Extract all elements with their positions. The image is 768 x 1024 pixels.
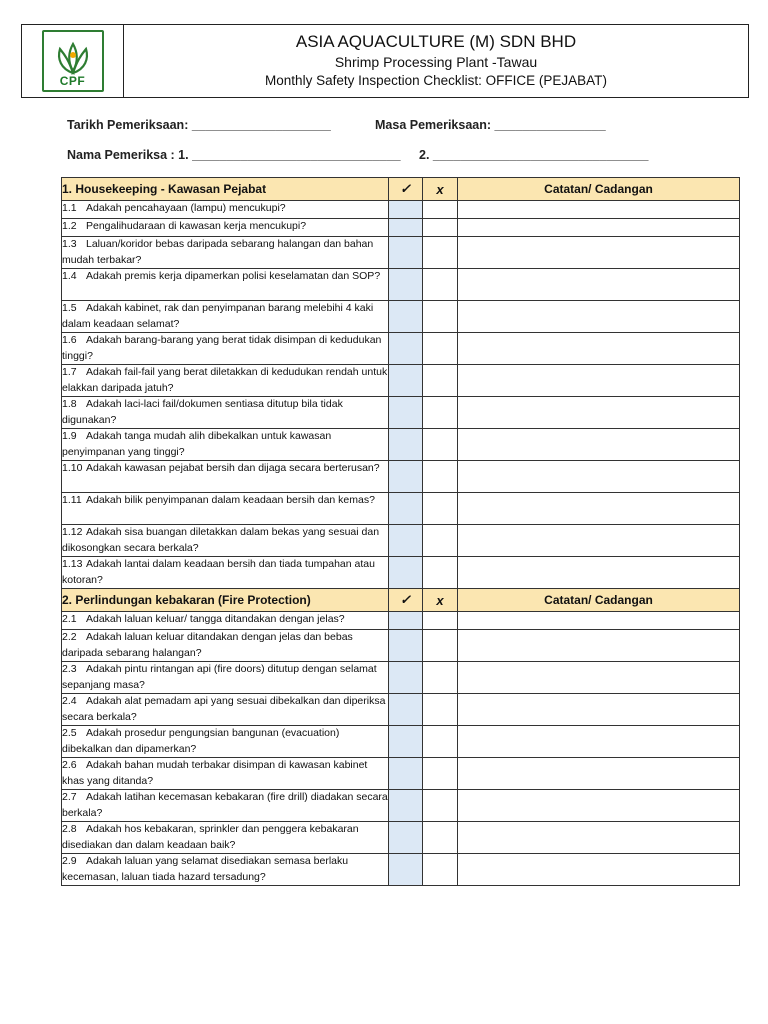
notes-cell[interactable] [458,726,740,758]
question-cell [62,662,389,694]
table-row [62,630,740,662]
question-text: Laluan/koridor bebas daripada sebarang halangan dan bahan mudah terbakar? [62,238,374,266]
notes-cell[interactable] [458,365,740,397]
yes-checkbox-cell[interactable] [389,269,423,301]
meta-row-inspector [67,148,648,162]
question-number: 1.13 [62,558,83,570]
notes-column-header: Catatan/ Cadangan [458,178,740,201]
question-text: Adakah fail-fail yang berat diletakkan di kedudukan rendah untuk elakkan daripada jatuh? [62,366,388,394]
leaf-emblem-icon [51,41,95,75]
checklist-title [124,72,748,90]
table-row [62,790,740,822]
logo-text: CPF [59,74,86,88]
question-text: Pengalihudaraan di kawasan kerja mencukupi? [86,220,307,232]
question-text: Adakah pintu rintangan api (fire doors) ditutup dengan selamat sepanjang masa? [62,663,377,691]
no-checkbox-cell[interactable] [423,662,458,694]
question-number: 1.2 [62,220,77,232]
question-number: 2.8 [62,823,77,835]
question-cell [62,461,389,493]
meta-row-date [67,118,606,132]
yes-checkbox-cell[interactable] [389,758,423,790]
no-checkbox-cell[interactable] [423,201,458,219]
yes-checkbox-cell[interactable] [389,461,423,493]
notes-cell[interactable] [458,822,740,854]
checklist-close: ) [602,73,607,88]
question-text: Adakah lantai dalam keadaan bersih dan tiada tumpahan atau kotoran? [62,558,375,586]
question-cell [62,557,389,589]
notes-cell[interactable] [458,525,740,557]
yes-checkbox-cell[interactable] [389,525,423,557]
table-row [62,365,740,397]
table-row [62,493,740,525]
checklist-office: OFFICE ( [485,73,544,88]
question-cell [62,758,389,790]
no-checkbox-cell[interactable] [423,219,458,237]
notes-cell[interactable] [458,493,740,525]
question-cell [62,493,389,525]
question-text: Adakah kawasan pejabat bersih dan dijaga secara berterusan? [86,462,380,474]
question-cell [62,365,389,397]
no-column-header: x [423,178,458,201]
yes-checkbox-cell[interactable] [389,365,423,397]
no-checkbox-cell[interactable] [423,557,458,589]
question-number: 1.3 [62,238,77,250]
question-number: 2.7 [62,791,77,803]
question-cell [62,726,389,758]
question-text: Adakah prosedur pengungsian bangunan (evacuation) dibekalkan dan dipamerkan? [62,727,340,755]
table-row [62,237,740,269]
question-number: 2.4 [62,695,77,707]
question-text: Adakah laci-laci fail/dokumen sentiasa ditutup bila tidak digunakan? [62,398,343,426]
nama-field-2[interactable]: 2. _______________________________ [419,148,649,162]
yes-column-header: ✓ [389,178,423,201]
table-row [62,219,740,237]
table-row [62,612,740,630]
checklist-prefix: Monthly Safety Inspection Checklist: [265,73,486,88]
notes-cell[interactable] [458,219,740,237]
no-checkbox-cell[interactable] [423,365,458,397]
question-text: Adakah kabinet, rak dan penyimpanan barang melebihi 4 kaki dalam keadaan selamat? [62,302,374,330]
question-number: 1.8 [62,398,77,410]
yes-checkbox-cell[interactable] [389,612,423,630]
no-checkbox-cell[interactable] [423,790,458,822]
section-title: 1. Housekeeping - Kawasan Pejabat [62,178,389,201]
question-number: 1.7 [62,366,77,378]
question-text: Adakah sisa buangan diletakkan dalam bekas yang sesuai dan dikosongkan secara berkala? [62,526,380,554]
notes-cell[interactable] [458,237,740,269]
checklist-pejabat: PEJABAT [543,73,603,88]
table-row [62,301,740,333]
notes-cell[interactable] [458,854,740,886]
question-text: Adakah alat pemadam api yang sesuai dibekalkan dan diperiksa secara berkala? [62,695,386,723]
yes-checkbox-cell[interactable] [389,662,423,694]
checklist-table [61,177,740,886]
yes-checkbox-cell[interactable] [389,694,423,726]
question-cell [62,269,389,301]
question-cell [62,201,389,219]
yes-checkbox-cell[interactable] [389,333,423,365]
question-text: Adakah hos kebakaran, sprinkler dan penggera kebakaran disediakan dan dalam keadaan baik? [62,823,359,851]
notes-cell[interactable] [458,201,740,219]
question-number: 1.1 [62,202,77,214]
question-cell [62,397,389,429]
question-text: Adakah barang-barang yang berat tidak disimpan di kedudukan tinggi? [62,334,382,362]
cpf-logo [42,30,104,92]
no-checkbox-cell[interactable] [423,493,458,525]
tarikh-field[interactable]: Tarikh Pemeriksaan: ____________________ [67,118,331,132]
question-number: 1.4 [62,270,77,282]
question-number: 1.10 [62,462,83,474]
question-number: 1.11 [62,494,82,506]
question-cell [62,429,389,461]
no-column-header: x [423,589,458,612]
question-number: 2.1 [62,613,77,625]
notes-cell[interactable] [458,333,740,365]
notes-cell[interactable] [458,662,740,694]
question-cell [62,237,389,269]
question-number: 2.6 [62,759,77,771]
no-checkbox-cell[interactable] [423,854,458,886]
masa-field[interactable]: Masa Pemeriksaan: ________________ [375,118,606,132]
yes-column-header: ✓ [389,589,423,612]
yes-checkbox-cell[interactable] [389,822,423,854]
section-title: 2. Perlindungan kebakaran (Fire Protection) [62,589,389,612]
table-row [62,822,740,854]
yes-checkbox-cell[interactable] [389,237,423,269]
table-row [62,854,740,886]
no-checkbox-cell[interactable] [423,461,458,493]
notes-cell[interactable] [458,397,740,429]
table-row [62,269,740,301]
yes-checkbox-cell[interactable] [389,219,423,237]
question-number: 2.3 [62,663,77,675]
yes-checkbox-cell[interactable] [389,429,423,461]
yes-checkbox-cell[interactable] [389,201,423,219]
table-row [62,758,740,790]
notes-cell[interactable] [458,461,740,493]
no-checkbox-cell[interactable] [423,525,458,557]
no-checkbox-cell[interactable] [423,694,458,726]
question-cell [62,333,389,365]
notes-cell[interactable] [458,612,740,630]
question-cell [62,301,389,333]
no-checkbox-cell[interactable] [423,301,458,333]
no-checkbox-cell[interactable] [423,429,458,461]
section-header-row [62,178,740,201]
title-cell [124,25,748,97]
question-cell [62,219,389,237]
no-checkbox-cell[interactable] [423,758,458,790]
question-text: Adakah laluan keluar ditandakan dengan jelas dan bebas daripada sebarang halangan? [62,631,353,659]
question-cell [62,694,389,726]
table-row [62,397,740,429]
question-cell [62,822,389,854]
notes-cell[interactable] [458,557,740,589]
table-row [62,694,740,726]
notes-cell[interactable] [458,269,740,301]
no-checkbox-cell[interactable] [423,612,458,630]
no-checkbox-cell[interactable] [423,822,458,854]
table-row [62,333,740,365]
notes-cell[interactable] [458,694,740,726]
question-text: Adakah bilik penyimpanan dalam keadaan bersih dan kemas? [86,494,375,506]
question-number: 1.12 [62,526,83,538]
question-text: Adakah latihan kecemasan kebakaran (fire drill) diadakan secara berkala? [62,791,388,819]
question-cell [62,854,389,886]
notes-cell[interactable] [458,301,740,333]
question-text: Adakah laluan keluar/ tangga ditandakan dengan jelas? [86,613,345,625]
no-checkbox-cell[interactable] [423,630,458,662]
logo-cell [22,25,124,97]
question-number: 2.5 [62,727,77,739]
table-row [62,461,740,493]
notes-cell[interactable] [458,790,740,822]
question-text: Adakah laluan yang selamat disediakan semasa berlaku kecemasan, laluan tiada hazard tersadung? [62,855,349,883]
yes-checkbox-cell[interactable] [389,790,423,822]
nama-field-1[interactable]: Nama Pemeriksa : 1. ______________________________ [67,148,401,162]
company-name: ASIA AQUACULTURE (M) SDN BHD [295,32,577,51]
no-checkbox-cell[interactable] [423,333,458,365]
no-checkbox-cell[interactable] [423,269,458,301]
question-number: 1.9 [62,430,77,442]
question-number: 2.9 [62,855,77,867]
question-number: 2.2 [62,631,77,643]
section-header-row [62,589,740,612]
yes-checkbox-cell[interactable] [389,301,423,333]
question-cell [62,790,389,822]
table-row [62,201,740,219]
question-text: Adakah tanga mudah alih dibekalkan untuk kawasan penyimpanan yang tinggi? [62,430,332,458]
yes-checkbox-cell[interactable] [389,397,423,429]
yes-checkbox-cell[interactable] [389,493,423,525]
question-text: Adakah premis kerja dipamerkan polisi keselamatan dan SOP? [86,270,381,282]
document-header [21,24,749,98]
table-row [62,662,740,694]
plant-name: Shrimp Processing Plant -Tawau [334,54,538,70]
question-cell [62,612,389,630]
yes-checkbox-cell[interactable] [389,557,423,589]
question-cell [62,630,389,662]
yes-checkbox-cell[interactable] [389,630,423,662]
question-text: Adakah bahan mudah terbakar disimpan di kawasan kabinet khas yang ditanda? [62,759,368,787]
table-row [62,525,740,557]
no-checkbox-cell[interactable] [423,397,458,429]
yes-checkbox-cell[interactable] [389,726,423,758]
notes-cell[interactable] [458,429,740,461]
yes-checkbox-cell[interactable] [389,854,423,886]
no-checkbox-cell[interactable] [423,726,458,758]
table-row [62,726,740,758]
question-text: Adakah pencahayaan (lampu) mencukupi? [86,202,286,214]
table-row [62,557,740,589]
notes-cell[interactable] [458,758,740,790]
table-row [62,429,740,461]
notes-column-header: Catatan/ Cadangan [458,589,740,612]
question-number: 1.5 [62,302,77,314]
question-number: 1.6 [62,334,77,346]
no-checkbox-cell[interactable] [423,237,458,269]
question-cell [62,525,389,557]
notes-cell[interactable] [458,630,740,662]
